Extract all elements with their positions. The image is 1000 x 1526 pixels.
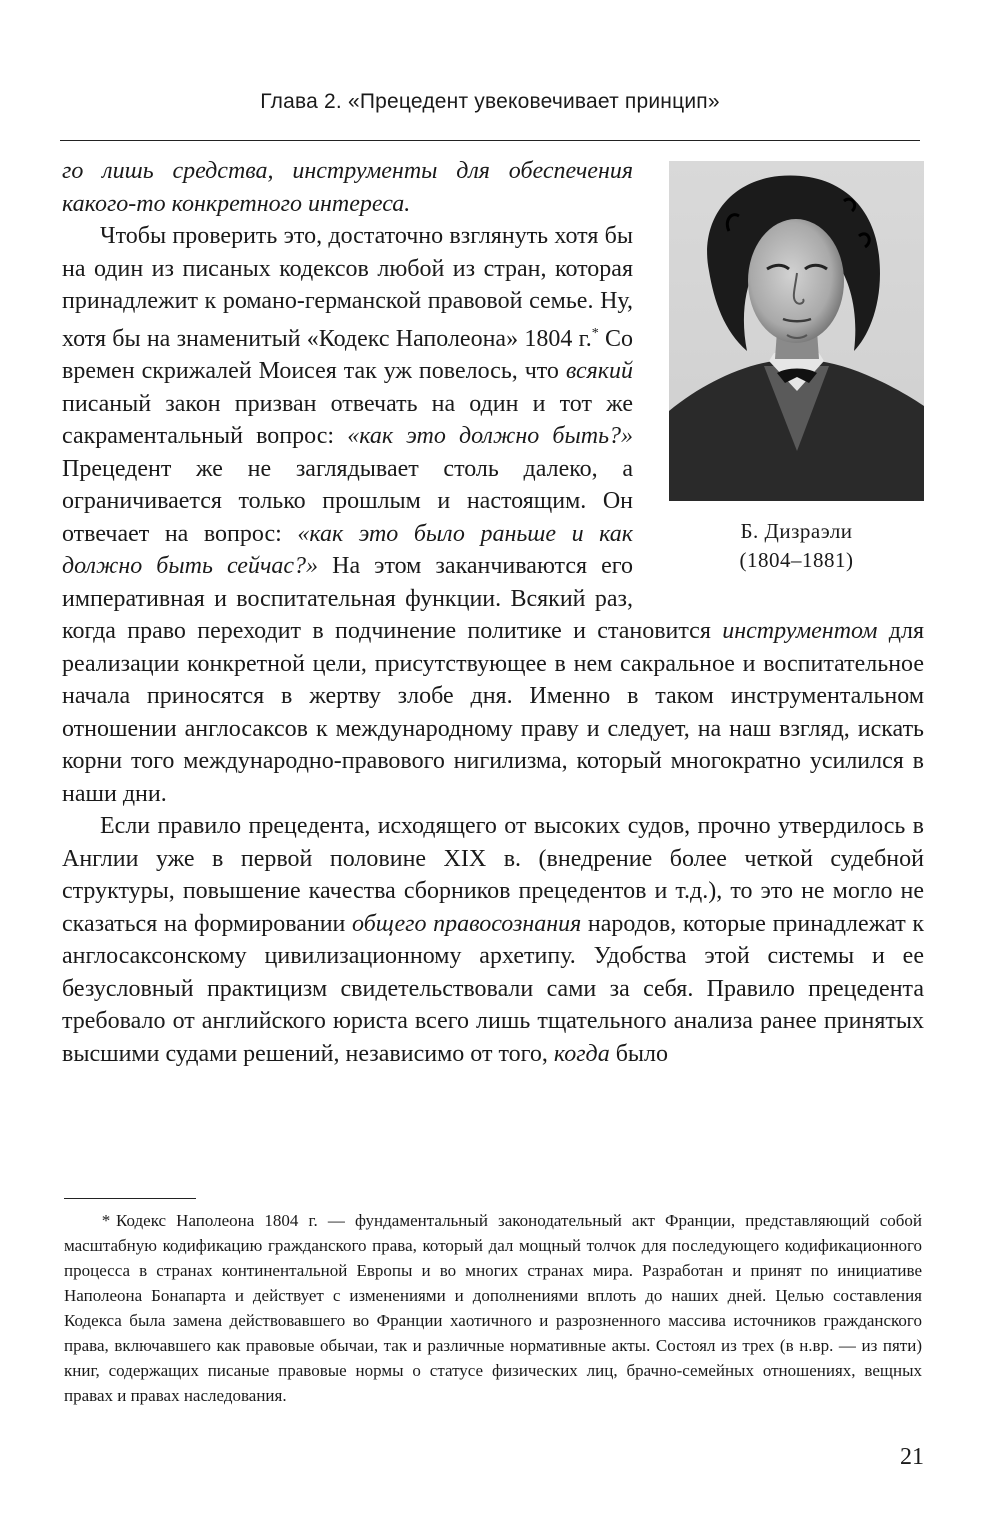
portrait-photo-disraeli	[669, 161, 924, 501]
body-text	[62, 155, 924, 1070]
paragraph-3: Если правило прецедента, исходящего от высоких судов, прочно утвердилось в Англии уже в первой половине XIX в. (внедрение более четкой судебной структуры, повышение качества сборников прецедентов и т.д.), то это не могло не сказаться на формировании общего правосознания народов, которые принадлежат к англосаксонскому цивилизационному архетипу. Удобства этой системы и ее безусловный практицизм свидетельствовали сами за себя. Правило прецедента требовало от английского юриста всего лишь тщательного анализа ранее принятых высшими судами решений, независимо от того, когда было	[62, 813, 924, 1067]
portrait-figure	[669, 161, 924, 601]
running-head: Глава 2. «Прецедент увековечивает принцип»	[260, 90, 720, 113]
caption-name: Б. Дизраэли	[740, 519, 853, 543]
page-number: 21	[900, 1444, 924, 1470]
footnote-rule	[64, 1198, 196, 1199]
footnote	[64, 1208, 922, 1408]
italic-text: го лишь средства, инструменты для обеспечения какого-то конкретного интереса.	[62, 158, 633, 217]
portrait-caption	[669, 517, 924, 575]
caption-years: (1804–1881)	[739, 548, 854, 572]
footnote-text: Кодекс Наполеона 1804 г. — фундаментальный законодательный акт Франции, представляющий собой масштабную кодификацию гражданского права, который дал мощный толчок для последующего кодификационного процесса в странах континентальной Европы и во многих странах мира. Разработан и принят по инициативе Наполеона Бонапарта и действует с изменениями и дополнениями вплоть до наших дней. Целью составления Кодекса была замена действовавшего во Франции хаотичного и разрозненного массива источников гражданского права, включавшего как правовые обычаи, так и различные нормативные акты. Состоял из трех (в н.вр. — из пяти) книг, содержащих писаные правовые нормы о статусе физических лиц, брачно-семейных отношениях, вещных правах и правах наследования.	[64, 1211, 922, 1405]
header-rule	[60, 140, 920, 141]
footnote-mark: *	[101, 1211, 111, 1230]
paragraph-2: Чтобы проверить это, достаточно взглянуть хотя бы на один из писаных кодексов любой из стран, которая принадлежит к романо-германской правовой семье. Ну, хотя бы на знаменитый «Кодекс Наполеона» 1804 г.* Со времен скрижалей Моисея так уж повелось, что всякий писаный закон призван отвечать на один и тот же сакраментальный вопрос: «как это должно быть?» Прецедент же не заглядывает столь далеко, а ограничивается только прошлым и настоящим. Он отвечает на вопрос: «как это было раньше и как должно быть сейчас?» На этом заканчиваются его императивная и воспитательная функции. Всякий раз, когда право переходит в подчинение политике и становится инструментом для реализации конкретной цели, присутствующее в нем сакральное и воспитательное начала приносятся в жертву злобе дня. Именно в таком инструментальном отношении англосаксов к международному праву и следует, на наш взгляд, искать корни того международно-правового нигилизма, который многократно усилился в наши дни.	[62, 223, 924, 807]
footnote-reference: *	[591, 325, 599, 341]
